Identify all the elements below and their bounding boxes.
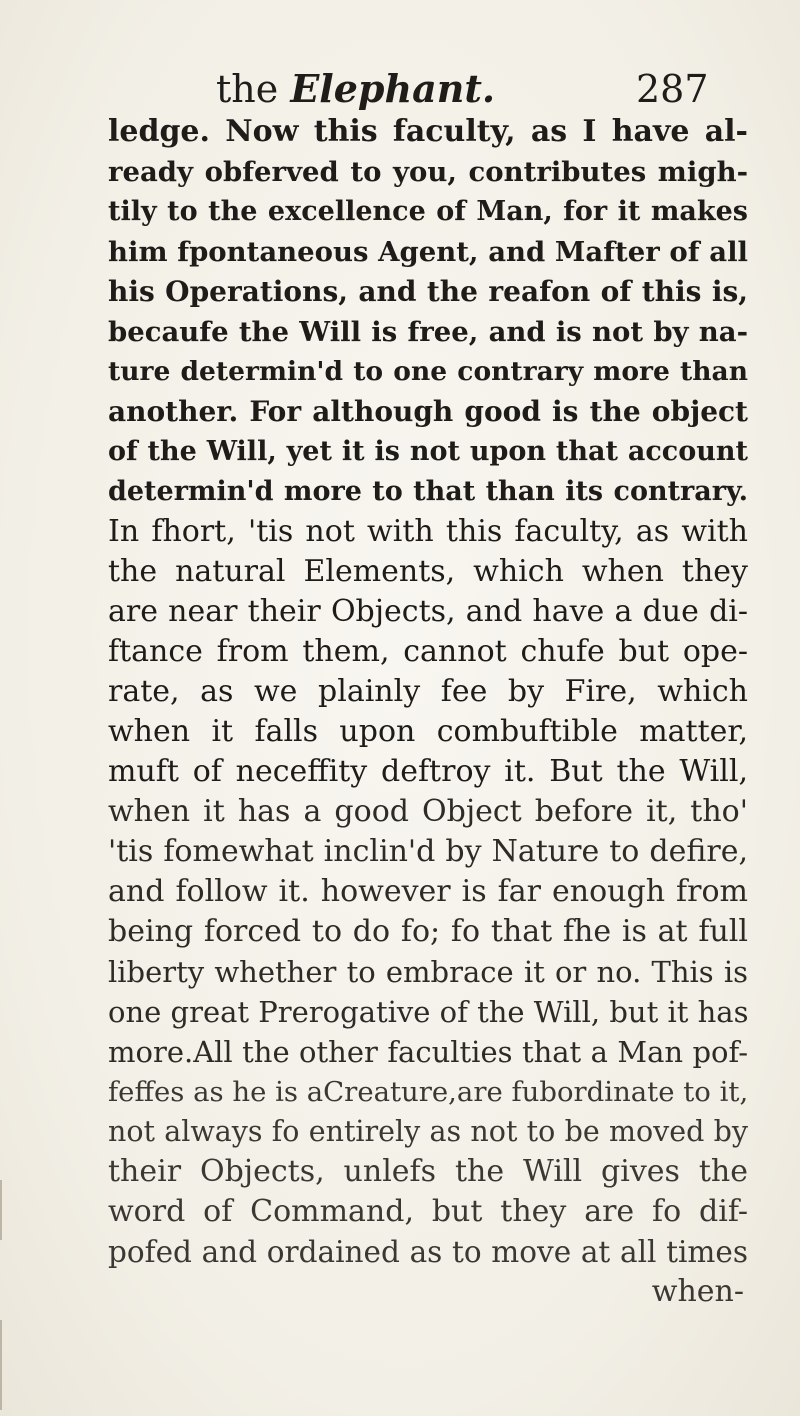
text-line: when it falls upon combuftible matter, [108,714,748,749]
text-line: ftance from them, cannot chufe but ope- [108,634,748,669]
text-line: feffes as he is aCreature,are fubordinate to it, [108,1076,749,1108]
text-line: liberty whether to embrace it or no. This is [108,955,748,989]
text-line: In fhort, 'tis not with this faculty, as with [108,514,748,549]
text-line: rate, as we plainly fee by Fire, which [108,674,748,709]
page-edge-mark [0,1320,2,1410]
text-line: 'tis fomewhat inclin'd by Nature to defire, [108,834,748,869]
text-line: not always fo entirely as not to be moved by [108,1115,748,1148]
text-line: more.All the other faculties that a Man pof- [108,1035,748,1069]
page-number: 287 [636,67,709,111]
text-line: ture determin'd to one contrary more than [108,356,748,387]
text-line: and follow it. however is far enough from [108,874,748,909]
text-line: ledge. Now this faculty, as I have al- [108,114,748,149]
text-line: of the Will, yet it is not upon that account [108,436,748,467]
text-line: one great Prerogative of the Will, but it has [108,995,749,1029]
text-line: him fpontaneous Agent, and Mafter of all [108,236,748,268]
text-line: being forced to do fo; fo that fhe is at full [108,914,748,949]
body-text [108,112,748,1312]
running-head-prefix: the [216,67,279,111]
running-head-title: Elephant. [290,66,496,111]
text-line: their Objects, unlefs the Will gives the [108,1154,748,1189]
text-line: another. For although good is the object [108,395,748,428]
text-line: tily to the excellence of Man, for it makes [108,196,748,227]
text-line: ready obferved to you, contributes migh- [108,156,748,188]
text-line: his Operations, and the reafon of this is, [108,275,748,308]
running-head [216,64,495,114]
text-line: the natural Elements, which when they [108,554,748,589]
text-line: becaufe the Will is free, and is not by na- [108,316,748,348]
text-line: determin'd more to that than its contrary. [108,476,748,507]
text-line: pofed and ordained as to move at all times [108,1235,748,1269]
text-line: word of Command, but they are fo dif- [108,1194,748,1229]
text-line: are near their Objects, and have a due di- [108,594,748,629]
page-edge-mark [0,1180,2,1240]
catchword: when- [651,1274,744,1309]
text-line: when it has a good Object before it, tho' [108,794,748,829]
text-line: muft of neceffity deftroy it. But the Will, [108,754,748,789]
